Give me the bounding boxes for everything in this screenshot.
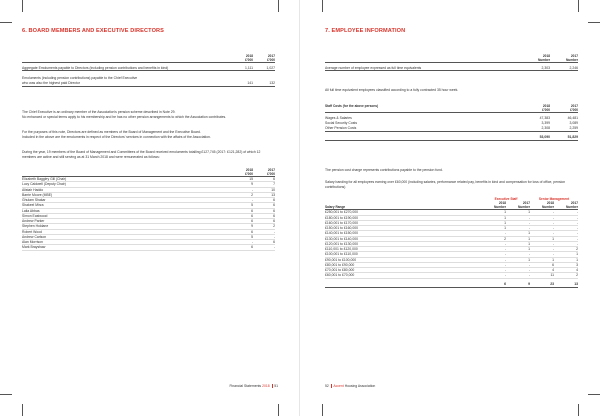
left-footer: Financial Statements 2018 51 — [229, 384, 278, 388]
right-page — [300, 0, 600, 416]
board-member-row: Stephen Holdane 9 2 — [22, 224, 275, 229]
pension-paragraph: The Chief Executive is an ordinary member of the Association's pension scheme described in Note 29. No enhanced or special terms apply to his membership and he has no other pension arrangements to which the Association contributes. — [22, 110, 227, 119]
right-footer: 52 Accent Housing Association — [325, 384, 376, 388]
table-row: Social Security Costs 3,399 3,089 — [325, 121, 578, 126]
salary-band-row: £120,001 to £130,000 - 1 - - — [325, 241, 578, 246]
salary-band-row: £130,001 to £140,000 2 1 1 - — [325, 236, 578, 241]
group-executive: Executive Staff — [494, 197, 518, 202]
section-title: 7. EMPLOYEE INFORMATION — [325, 28, 406, 34]
salary-bands-table: Executive Staff Senior Management 2018 2017 2018 2017 Salary Range Number Number Number Number £250,001 to £270,000 1 1 - - £180,001 to £190,000 1 - - - £160,001 to £170,000 1 - - - £150,001 to £160,000 1 - - - £140,001 to £150,000 - 1 - - £130,001 to £140,000 2 1 1 - £120,001 to £130,000 - 1 - - £110,001 to £120,000 - 1 - 2 £100,001 to £110,000 - - - 1 £90,001 to £100,000 - 1 1 1 £80,001 to £90,000 - - 6 3 £70,001 to £80,000 - - 4 4 £60,001 to £70,000 - - 11 2 6 9 23 13 — [325, 197, 578, 287]
board-member-row: Elizabeth Baggley Gill (Chair) 15 6 — [22, 177, 275, 182]
salary-band-row: £180,001 to £190,000 1 - - - — [325, 215, 578, 220]
table-row: who was also the highest paid Director 141 132 — [22, 81, 275, 86]
salary-band-row: £100,001 to £110,000 - - - 1 — [325, 252, 578, 257]
total-row: 53,090 51,829 — [325, 135, 578, 140]
pension-cost-note: The pension cost charge represents contributions payable to the pension fund. — [325, 168, 443, 172]
board-member-row: Lucy Caldwell (Deputy Chair) 9 7 — [22, 182, 275, 187]
salary-band-row: £150,001 to £160,000 1 - - - — [325, 226, 578, 231]
board-member-row: Mark Brayshaw 6 - — [22, 245, 275, 250]
section-title: 6. BOARD MEMBERS AND EXECUTIVE DIRECTORS — [22, 28, 164, 34]
salary-band-row: £60,001 to £70,000 - - 11 2 — [325, 273, 578, 278]
board-member-row: Ghulam Shakar - 6 — [22, 198, 275, 203]
salary-band-row: £250,001 to £270,000 1 1 - - — [325, 210, 578, 215]
salary-band-row: £70,001 to £80,000 - - 4 4 — [325, 268, 578, 273]
definition-paragraph: For the purposes of this note, Directors are defined as members of the Board of Management and the Executive Board. Included in the above are the emoluments in respect of the Directors' services in connection with the affairs of the Association. — [22, 130, 211, 139]
board-member-row: Alistair Haddo - 10 — [22, 187, 275, 192]
fte-note: All full time equivalent employees classified according to a fully contracted 35 hour week. — [325, 88, 459, 92]
col-unit: £'000 — [231, 58, 253, 63]
board-member-row: Alan Morrison - 6 — [22, 240, 275, 245]
directors-summary-table — [22, 54, 275, 87]
table-row: Wages & Salaries 47,383 46,481 — [325, 116, 578, 121]
salary-band-row: £140,001 to £150,000 - 1 - - — [325, 231, 578, 236]
col-year: 2017 — [267, 54, 275, 59]
total-row: 6 9 23 13 — [325, 282, 578, 287]
salary-band-row: £90,001 to £100,000 - 1 1 1 — [325, 257, 578, 262]
board-member-row: Andrew Parker 6 6 — [22, 219, 275, 224]
table-row: Aggregate Emoluments payable to Directors (including pension contributions and benefits in kind) 1,111 1,027 — [22, 65, 275, 70]
board-member-row: Andrew Carlson 5 - — [22, 234, 275, 239]
table-row: Emoluments (including pension contributions) payable to the Chief Executive — [22, 76, 138, 81]
board-member-row: Simon Eastwood 6 6 — [22, 213, 275, 218]
col-unit: £'000 — [253, 58, 275, 63]
board-member-row: Robert Wood 6 - — [22, 229, 275, 234]
board-member-row: Laila Abbas 6 6 — [22, 208, 275, 213]
board-members-table: 2018 2017 £'000 £'000 Elizabeth Baggley Gill (Chair) 15 6 Lucy Caldwell (Deputy Chair) 9 7 Alistair Haddo - 10 Barrie Moore (MBE) 2 13 Ghulam Shakar - 6 Shakeel Mirza 5 6 Laila Abbas 6 6 Simon Eastwood 6 6 Andrew Parker 6 6 Stephen Holdane 9 2 Robert Wood 6 - Andrew Carlson 5 - Alan Morrison - 6 Mark Brayshaw 6 - — [22, 168, 275, 250]
col-year: 2018 — [245, 54, 253, 59]
page-number: 52 — [325, 384, 329, 388]
board-member-row: Barrie Moore (MBE) 2 13 — [22, 192, 275, 197]
employee-average-table: 2018 2017 Number Number Average number of employee expressed as full time equivalents 2,303 2,246 — [325, 54, 578, 70]
page-number: 51 — [274, 384, 278, 388]
salary-band-row: £160,001 to £170,000 1 - - - — [325, 220, 578, 225]
salary-band-row: £80,001 to £90,000 - - 6 3 — [325, 262, 578, 267]
salary-band-row: £110,001 to £120,000 - 1 - 2 — [325, 247, 578, 252]
table-row: Average number of employee expressed as full time equivalents 2,303 2,246 — [325, 65, 578, 70]
group-senior: Senior Management — [538, 197, 570, 202]
board-member-row: Shakeel Mirza 5 6 — [22, 203, 275, 208]
staff-costs-table: Staff Costs (for the above persons) 2018 2017 £'000 £'000 Wages & Salaries 47,383 46,481 Social Security Costs 3,399 3,089 Other Pension Costs 2,308 2,259 53,090 51,829 — [325, 104, 578, 140]
table-row: Other Pension Costs 2,308 2,259 — [325, 126, 578, 131]
emoluments-paragraph: During the year, 19 members of the Board of Management and Committees of the Board received emoluments totalling £127,745 (2017: £121,282) of which 12 members are active and still serving as at 31 March 2018 and were remunerated as follows: — [22, 150, 261, 159]
salary-banding-note: Salary banding for all employees earning over £60,000 (including salaries, performance related pay, benefits in kind and compensation for loss of office, pension contributions) — [325, 180, 566, 189]
